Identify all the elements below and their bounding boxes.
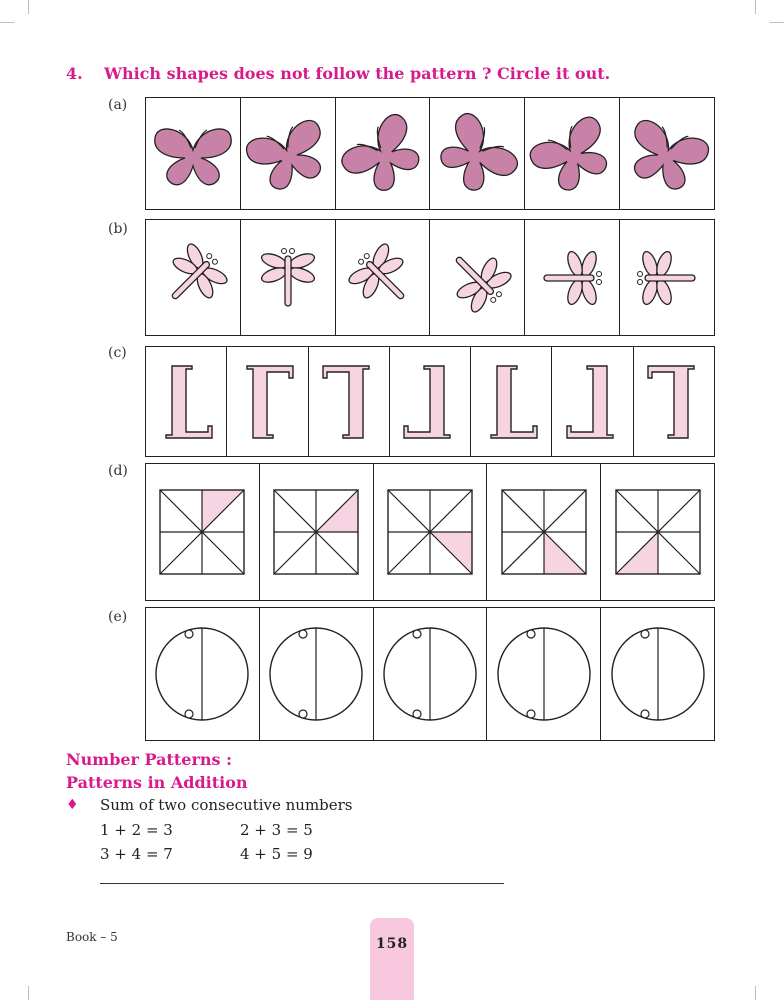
section-subtitle: Patterns in Addition [66,773,248,792]
part-label-e: (e) [108,609,128,625]
butterfly-cell[interactable] [146,98,241,209]
part-label-a: (a) [108,97,128,113]
letter-l-icon [232,357,302,447]
equation: 4 + 5 = 9 [240,845,313,863]
circle-cell[interactable] [601,608,714,740]
letter-strip [145,346,715,457]
question-number: 4. [66,64,83,83]
dragonfly-cell[interactable] [146,220,241,335]
circle-dots-icon [380,624,480,724]
butterfly-icon [245,111,331,197]
dragonfly-cell[interactable] [525,220,620,335]
butterfly-strip [145,97,715,210]
book-label: Book – 5 [66,930,118,944]
dragonfly-cell[interactable] [620,220,714,335]
part-label-d: (d) [108,463,128,479]
dragonfly-cell[interactable] [336,220,431,335]
part-label-b: (b) [108,221,128,237]
butterfly-icon [434,111,520,197]
letter-l-icon [558,357,628,447]
dragonfly-cell[interactable] [241,220,336,335]
equation: 3 + 4 = 7 [100,845,173,863]
crop-mark [755,0,756,14]
crop-mark [0,22,14,23]
butterfly-cell[interactable] [336,98,431,209]
circle-dots-icon [494,624,594,724]
letter-l-icon [314,357,384,447]
butterfly-icon [529,111,615,197]
dragonfly-icon [432,233,522,323]
crop-mark [755,986,756,1000]
page-tab [370,918,414,1000]
dragonfly-icon [243,233,333,323]
letter-cell[interactable] [227,347,308,456]
bullet-text: Sum of two consecutive numbers [100,796,353,814]
dragonfly-icon [527,233,617,323]
butterfly-cell[interactable] [430,98,525,209]
crop-mark [28,986,29,1000]
crop-mark [770,22,784,23]
section-title: Number Patterns : [66,750,233,769]
letter-cell[interactable] [471,347,552,456]
butterfly-cell[interactable] [241,98,336,209]
diamond-bullet-icon: ♦ [66,797,79,813]
letter-cell[interactable] [146,347,227,456]
letter-l-icon [639,357,709,447]
letter-l-icon [395,357,465,447]
part-label-c: (c) [108,345,127,361]
circle-cell[interactable] [374,608,488,740]
butterfly-icon [624,111,710,197]
square-eighths-icon [268,484,364,580]
square-cell[interactable] [601,464,714,600]
question-text: Which shapes does not follow the pattern ? Circle it out. [104,64,611,83]
circle-cell[interactable] [146,608,260,740]
answer-line [100,883,504,884]
square-eighths-icon [382,484,478,580]
dragonfly-icon [148,233,238,323]
dragonfly-icon [622,233,712,323]
butterfly-icon [150,111,236,197]
crop-mark [28,0,29,14]
circle-cell[interactable] [260,608,374,740]
letter-cell[interactable] [390,347,471,456]
letter-l-icon [476,357,546,447]
square-cell[interactable] [146,464,260,600]
butterfly-icon [340,111,426,197]
circle-strip [145,607,715,741]
circle-dots-icon [152,624,252,724]
circle-dots-icon [608,624,708,724]
square-strip [145,463,715,601]
butterfly-cell[interactable] [620,98,714,209]
circle-cell[interactable] [487,608,601,740]
letter-cell[interactable] [634,347,714,456]
page-number: 158 [375,936,409,952]
dragonfly-icon [338,233,428,323]
square-cell[interactable] [260,464,374,600]
letter-cell[interactable] [309,347,390,456]
square-eighths-icon [610,484,706,580]
dragonfly-cell[interactable] [430,220,525,335]
letter-cell[interactable] [552,347,633,456]
butterfly-cell[interactable] [525,98,620,209]
dragonfly-strip [145,219,715,336]
equation: 1 + 2 = 3 [100,821,173,839]
square-eighths-icon [154,484,250,580]
equation: 2 + 3 = 5 [240,821,313,839]
letter-l-icon [151,357,221,447]
square-cell[interactable] [487,464,601,600]
circle-dots-icon [266,624,366,724]
square-eighths-icon [496,484,592,580]
square-cell[interactable] [374,464,488,600]
